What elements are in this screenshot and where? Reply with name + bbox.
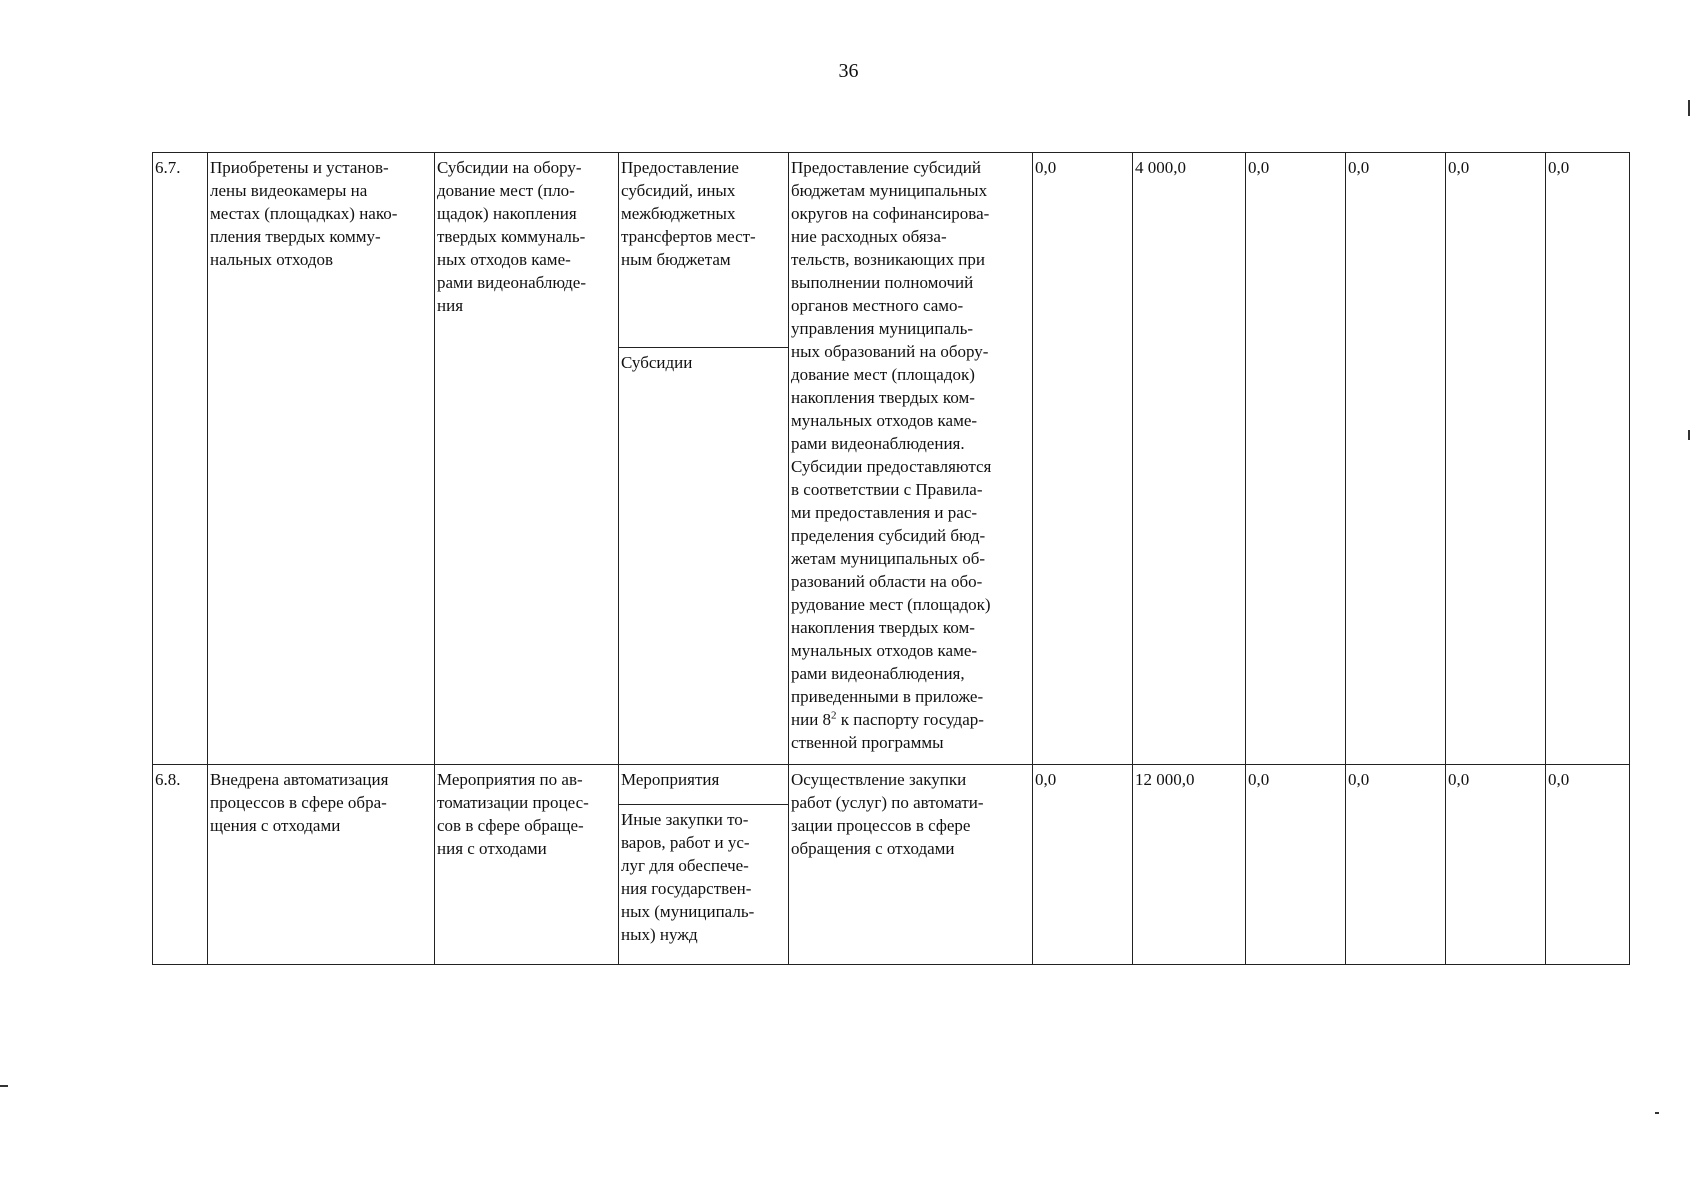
result-line: местах (площадках) нако- — [210, 204, 398, 223]
description-line: дование мест (площадок) — [791, 365, 975, 384]
description-line: ние расходных обяза- — [791, 227, 947, 246]
value-cell: 0,0 — [1246, 153, 1346, 765]
measure-cell — [435, 153, 619, 765]
value-cell: 0,0 — [1246, 765, 1346, 965]
scan-edge-mark — [1688, 100, 1690, 116]
description-line: бюджетам муниципальных — [791, 181, 988, 200]
result-line: пления твердых комму- — [210, 227, 381, 246]
expense-type-main — [619, 153, 788, 348]
scan-edge-mark — [1655, 1112, 1659, 1114]
expense-type-line: ния государствен- — [621, 879, 752, 898]
description-line: разований области на обо- — [791, 572, 983, 591]
value-cell: 4 000,0 — [1133, 153, 1246, 765]
description-line: рудование мест (площадок) — [791, 595, 991, 614]
expense-type-sub — [619, 348, 788, 376]
result-cell — [208, 765, 435, 965]
description-line: Предоставление субсидий — [791, 158, 981, 177]
result-line: нальных отходов — [210, 250, 334, 269]
value-cell: 0,0 — [1346, 153, 1446, 765]
result-line: процессов в сфере обра- — [210, 793, 387, 812]
description-line: накопления твердых ком- — [791, 618, 975, 637]
expense-type-line: Мероприятия — [621, 770, 720, 789]
measure-cell — [435, 765, 619, 965]
measure-line: Мероприятия по ав- — [437, 770, 583, 789]
value-cell: 0,0 — [1346, 765, 1446, 965]
scan-edge-mark — [0, 1085, 8, 1087]
description-line: управления муниципаль- — [791, 319, 974, 338]
description-line: мунальных отходов каме- — [791, 641, 978, 660]
description-line: работ (услуг) по автомати- — [791, 793, 984, 812]
value-cell: 0,0 — [1446, 765, 1546, 965]
program-measures-table — [152, 152, 1630, 965]
expense-type-line: Субсидии — [621, 353, 693, 372]
result-cell — [208, 153, 435, 765]
description-line: жетам муниципальных об- — [791, 549, 986, 568]
value-cell: 0,0 — [1546, 765, 1630, 965]
appendix-ref-text-after: к паспорту государ- — [836, 710, 984, 729]
row-number-cell: 6.8. — [153, 765, 208, 965]
description-line: приведенными в приложе- — [791, 687, 984, 706]
expense-type-line: субсидий, иных — [621, 181, 736, 200]
description-line: ми предоставления и рас- — [791, 503, 978, 522]
expense-type-line: ных (муниципаль- — [621, 902, 755, 921]
value-cell: 0,0 — [1033, 153, 1133, 765]
measure-line: рами видеонаблюде- — [437, 273, 587, 292]
measure-line: ния — [437, 296, 464, 315]
expense-type-cell — [619, 765, 789, 965]
measure-line: твердых коммуналь- — [437, 227, 586, 246]
value-cell: 0,0 — [1033, 765, 1133, 965]
description-line: накопления твердых ком- — [791, 388, 975, 407]
description-line: мунальных отходов каме- — [791, 411, 978, 430]
value-cell: 0,0 — [1546, 153, 1630, 765]
measure-line: Субсидии на обору- — [437, 158, 582, 177]
description-line: тельств, возникающих при — [791, 250, 985, 269]
measure-line: дование мест (пло- — [437, 181, 575, 200]
description-line: органов местного само- — [791, 296, 964, 315]
expense-type-line: трансфертов мест- — [621, 227, 756, 246]
table-row — [153, 153, 1630, 765]
expense-type-line: межбюджетных — [621, 204, 736, 223]
description-line: ственной программы — [791, 733, 944, 752]
expense-type-line: варов, работ и ус- — [621, 833, 750, 852]
expense-type-line: ным бюджетам — [621, 250, 731, 269]
expense-type-sub — [619, 805, 788, 948]
measure-line: ных отходов каме- — [437, 250, 571, 269]
description-line: Осуществление закупки — [791, 770, 967, 789]
result-line: Внедрена автоматизация — [210, 770, 389, 789]
description-line: рами видеонаблюдения, — [791, 664, 965, 683]
value-cell: 0,0 — [1446, 153, 1546, 765]
value-cell: 12 000,0 — [1133, 765, 1246, 965]
description-line: зации процессов в сфере — [791, 816, 971, 835]
page-number: 36 — [838, 60, 859, 82]
measure-line: ния с отходами — [437, 839, 547, 858]
table-row — [153, 765, 1630, 965]
description-line: ных образований на обору- — [791, 342, 989, 361]
result-line: Приобретены и установ- — [210, 158, 389, 177]
expense-type-line: луг для обеспече- — [621, 856, 749, 875]
result-line: лены видеокамеры на — [210, 181, 368, 200]
description-cell — [789, 765, 1033, 965]
scan-edge-mark — [1688, 430, 1690, 440]
expense-type-main — [619, 765, 788, 805]
result-line: щения с отходами — [210, 816, 341, 835]
measure-line: щадок) накопления — [437, 204, 577, 223]
expense-type-line: Иные закупки то- — [621, 810, 749, 829]
description-line: рами видеонаблюдения. — [791, 434, 965, 453]
expense-type-line: ных) нужд — [621, 925, 698, 944]
expense-type-line: Предоставление — [621, 158, 739, 177]
description-line: обращения с отходами — [791, 839, 955, 858]
description-line: в соответствии с Правила- — [791, 480, 983, 499]
row-number-cell: 6.7. — [153, 153, 208, 765]
description-line: пределения субсидий бюд- — [791, 526, 986, 545]
measure-line: сов в сфере обраще- — [437, 816, 584, 835]
description-line-appendix — [791, 708, 1030, 731]
expense-type-cell — [619, 153, 789, 765]
appendix-superscript: 2 — [831, 709, 837, 722]
appendix-ref-text: нии 8 — [791, 710, 832, 729]
description-line: Субсидии предоставляются — [791, 457, 992, 476]
description-line: округов на софинансирова- — [791, 204, 990, 223]
measure-line: томатизации процес- — [437, 793, 589, 812]
description-line: выполнении полномочий — [791, 273, 974, 292]
description-cell — [789, 153, 1033, 765]
